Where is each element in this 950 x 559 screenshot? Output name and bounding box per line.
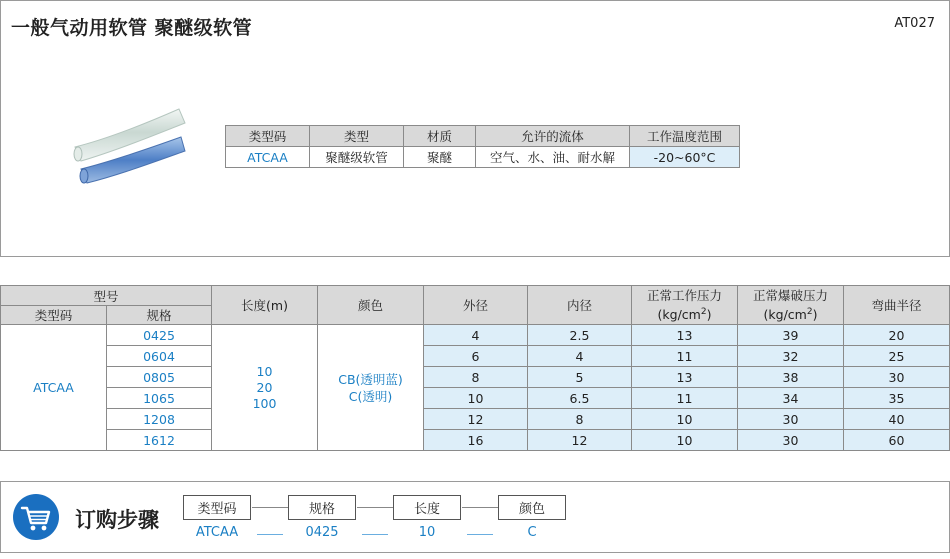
spec-fluid: 空气、水、油、耐水解 xyxy=(476,147,630,168)
header-model: 型号 xyxy=(1,286,212,306)
header-work-pressure-sup: 2 xyxy=(700,306,707,317)
spec-cell: 0604 xyxy=(107,346,212,367)
burst-pressure-cell: 32 xyxy=(738,346,844,367)
step-value-connector xyxy=(257,534,283,535)
spec-type: 聚醚级软管 xyxy=(310,147,404,168)
header-work-pressure-line1: 正常工作压力 xyxy=(646,287,722,303)
model-table xyxy=(0,285,950,451)
color-cell xyxy=(318,325,424,451)
header-work-pressure xyxy=(632,286,738,325)
step-spec-value: 0425 xyxy=(305,525,339,540)
header-inner-diameter: 内径 xyxy=(528,286,632,325)
page-title: 一般气动用软管 聚醚级软管 xyxy=(11,17,253,39)
length-value: 20 xyxy=(256,379,273,395)
length-cell xyxy=(212,325,318,451)
burst-pressure-cell: 34 xyxy=(738,388,844,409)
step-connector xyxy=(357,507,393,508)
bend-radius-cell: 20 xyxy=(844,325,950,346)
product-code: AT027 xyxy=(894,16,935,31)
spec-header-type: 类型 xyxy=(310,126,404,147)
header-burst-pressure-close: ) xyxy=(812,307,818,323)
header-color: 颜色 xyxy=(318,286,424,325)
id-cell: 4 xyxy=(528,346,632,367)
work-pressure-cell: 13 xyxy=(632,367,738,388)
header-spec: 规格 xyxy=(107,306,212,325)
spec-header-material: 材质 xyxy=(404,126,476,147)
burst-pressure-cell: 30 xyxy=(738,409,844,430)
id-cell: 6.5 xyxy=(528,388,632,409)
id-cell: 5 xyxy=(528,367,632,388)
header-burst-pressure-sup: 2 xyxy=(806,306,813,317)
spec-cell: 1612 xyxy=(107,430,212,451)
header-burst-pressure-line2: (kg/cm xyxy=(763,307,807,323)
product-overview-panel xyxy=(0,0,950,257)
shopping-cart-icon xyxy=(13,494,59,540)
work-pressure-cell: 11 xyxy=(632,346,738,367)
step-connector xyxy=(252,507,288,508)
work-pressure-cell: 10 xyxy=(632,409,738,430)
spec-header-type-code: 类型码 xyxy=(226,126,310,147)
type-code-cell: ATCAA xyxy=(1,325,107,451)
burst-pressure-cell: 39 xyxy=(738,325,844,346)
work-pressure-cell: 13 xyxy=(632,325,738,346)
order-steps-panel xyxy=(0,481,950,553)
table-row xyxy=(1,430,950,451)
step-type-code-box: 类型码 xyxy=(183,495,251,520)
spec-cell: 1065 xyxy=(107,388,212,409)
length-value: 100 xyxy=(252,395,277,411)
burst-pressure-cell: 30 xyxy=(738,430,844,451)
step-length-value: 10 xyxy=(418,525,436,540)
spec-temperature: -20~60°C xyxy=(630,147,740,168)
model-header-row-1 xyxy=(1,286,950,306)
header-type-code: 类型码 xyxy=(1,306,107,325)
spec-header-temperature: 工作温度范围 xyxy=(630,126,740,147)
step-color-box: 颜色 xyxy=(498,495,566,520)
header-bend-radius: 弯曲半径 xyxy=(844,286,950,325)
step-color-value: C xyxy=(527,525,537,540)
step-value-connector xyxy=(467,534,493,535)
od-cell: 10 xyxy=(424,388,528,409)
header-work-pressure-line2: (kg/cm xyxy=(657,307,701,323)
id-cell: 12 xyxy=(528,430,632,451)
header-length: 长度(m) xyxy=(212,286,318,325)
header-burst-pressure-line1: 正常爆破压力 xyxy=(752,287,828,303)
od-cell: 16 xyxy=(424,430,528,451)
length-value: 10 xyxy=(256,363,273,379)
bend-radius-cell: 40 xyxy=(844,409,950,430)
spec-type-code: ATCAA xyxy=(226,147,310,168)
table-row xyxy=(1,409,950,430)
bend-radius-cell: 30 xyxy=(844,367,950,388)
work-pressure-cell: 10 xyxy=(632,430,738,451)
table-row xyxy=(1,388,950,409)
burst-pressure-cell: 38 xyxy=(738,367,844,388)
spec-cell: 1208 xyxy=(107,409,212,430)
spec-table xyxy=(225,125,740,168)
spec-cell: 0425 xyxy=(107,325,212,346)
header-work-pressure-close: ) xyxy=(706,307,712,323)
spec-row xyxy=(226,147,740,168)
color-value: C(透明) xyxy=(348,388,393,404)
spec-cell: 0805 xyxy=(107,367,212,388)
spec-material: 聚醚 xyxy=(404,147,476,168)
bend-radius-cell: 60 xyxy=(844,430,950,451)
od-cell: 8 xyxy=(424,367,528,388)
spec-header-fluid: 允许的流体 xyxy=(476,126,630,147)
shopping-cart-icon-glyph xyxy=(13,494,59,540)
bend-radius-cell: 25 xyxy=(844,346,950,367)
od-cell: 6 xyxy=(424,346,528,367)
header-outer-diameter: 外径 xyxy=(424,286,528,325)
table-row xyxy=(1,367,950,388)
od-cell: 4 xyxy=(424,325,528,346)
table-row xyxy=(1,325,950,346)
work-pressure-cell: 11 xyxy=(632,388,738,409)
id-cell: 8 xyxy=(528,409,632,430)
order-steps-title: 订购步骤 xyxy=(75,508,159,532)
step-length-box: 长度 xyxy=(393,495,461,520)
id-cell: 2.5 xyxy=(528,325,632,346)
step-spec-box: 规格 xyxy=(288,495,356,520)
step-connector xyxy=(462,507,498,508)
header-burst-pressure xyxy=(738,286,844,325)
table-row xyxy=(1,346,950,367)
od-cell: 12 xyxy=(424,409,528,430)
tube-image xyxy=(67,101,197,201)
step-type-code-value: ATCAA xyxy=(195,525,239,540)
spec-header-row xyxy=(226,126,740,147)
color-value: CB(透明蓝) xyxy=(338,371,403,387)
bend-radius-cell: 35 xyxy=(844,388,950,409)
step-value-connector xyxy=(362,534,388,535)
